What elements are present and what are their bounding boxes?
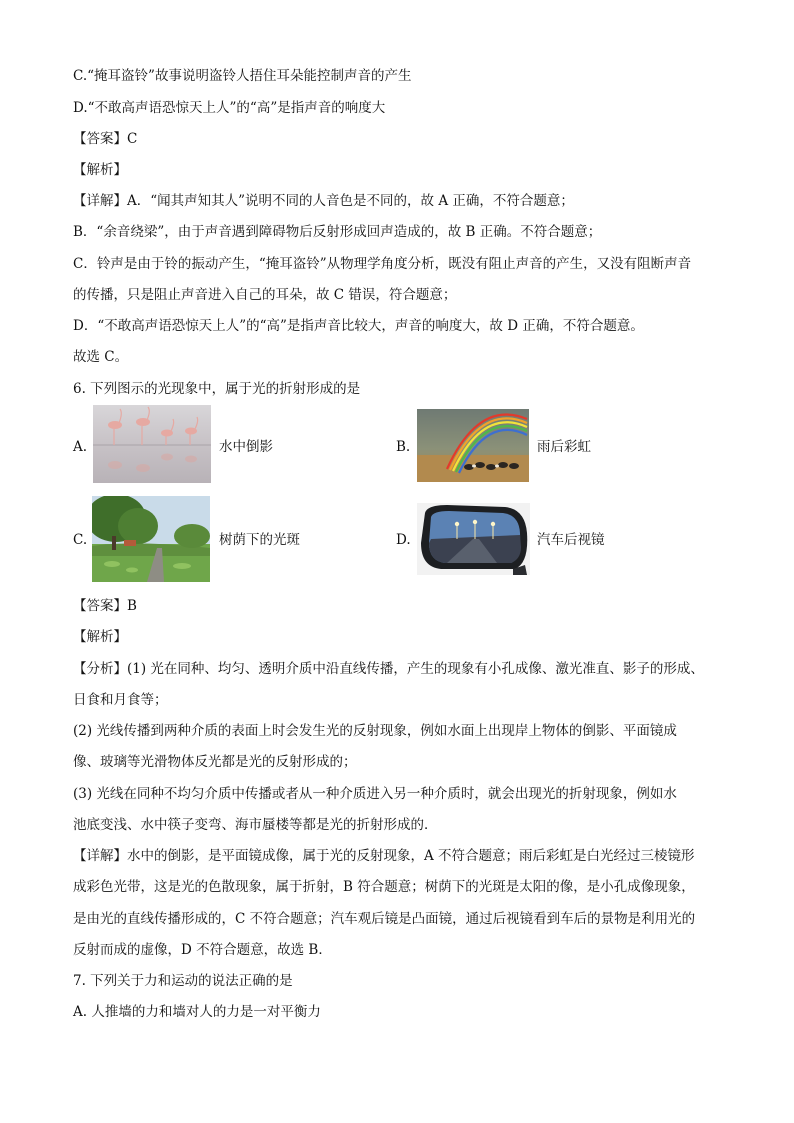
analysis-point-1a: 【分析】(1) 光在同种、均匀、透明介质中沿直线传播，产生的现象有小孔成像、激光准直、影子的形成、: [73, 661, 704, 677]
analysis-heading: 【解析】: [73, 162, 127, 178]
detail-line-c2: 的传播，只是阻止声音进入自己的耳朵，故 C 错误，符合题意；: [73, 287, 457, 303]
rainbow-image: [417, 409, 529, 482]
answer-label: 【答案】C: [73, 131, 138, 147]
analysis-point-2b: 像、玻璃等光滑物体反光都是光的反射形成的；: [73, 754, 357, 770]
detail-line-b: B．“余音绕梁”，由于声音遇到障碍物后反射形成回声造成的，故 B 正确。不符合题意；: [73, 224, 602, 240]
analysis-point-1b: 日食和月食等；: [73, 692, 168, 708]
detail-q6-line4: 反射而成的虚像，D 不符合题意，故选 B．: [73, 942, 332, 958]
detail-line-c1: C．铃声是由于铃的振动产生，“掩耳盗铃”从物理学角度分析，既没有阻止声音的产生，又没有阻断声音: [73, 256, 692, 272]
option-a-letter: A.: [73, 439, 88, 455]
analysis-point-2a: (2) 光线传播到两种介质的表面上时会发生光的反射现象，例如水面上出现岸上物体的倒影、平面镜成: [73, 723, 677, 739]
detail-q6-line1: 【详解】水中的倒影，是平面镜成像，属于光的反射现象，A 不符合题意；雨后彩虹是白光经过三棱镜形: [73, 848, 695, 864]
car-side-mirror-image: [417, 503, 530, 575]
question-7-stem: 7. 下列关于力和运动的说法正确的是: [73, 973, 293, 989]
option-d-caption: 汽车后视镜: [537, 532, 605, 548]
answer-label-q6: 【答案】B: [73, 598, 137, 614]
option-c-statement: C.“掩耳盗铃”故事说明盗铃人捂住耳朵能控制声音的产生: [73, 68, 412, 84]
option-d-statement: D.“不敢高声语恐惊天上人”的“高”是指声音的响度大: [73, 100, 386, 116]
question-6-stem: 6. 下列图示的光现象中，属于光的折射形成的是: [73, 381, 361, 397]
option-c-caption: 树荫下的光斑: [219, 532, 300, 548]
tree-shade-image: [92, 496, 210, 582]
option-b-letter: B.: [396, 439, 411, 455]
option-d-letter: D.: [396, 532, 411, 548]
analysis-point-3b: 池底变浅、水中筷子变弯、海市蜃楼等都是光的折射形成的．: [73, 817, 438, 833]
question-7-option-a: A. 人推墙的力和墙对人的力是一对平衡力: [73, 1004, 321, 1020]
analysis-heading-q6: 【解析】: [73, 629, 127, 645]
detail-q6-line2: 成彩色光带，这是光的色散现象，属于折射，B 符合题意；树荫下的光斑是太阳的像，是小孔成像现象，: [73, 879, 695, 895]
option-c-letter: C.: [73, 532, 88, 548]
conclusion-line: 故选 C。: [73, 349, 129, 365]
option-b-caption: 雨后彩虹: [537, 439, 591, 455]
analysis-point-3a: (3) 光线在同种不均匀介质中传播或者从一种介质进入另一种介质时，就会出现光的折射现象，例如水: [73, 786, 677, 802]
detail-line-d: D．“不敢高声语恐惊天上人”的“高”是指声音比较大，声音的响度大，故 D 正确，不符合题意。: [73, 318, 644, 334]
option-a-caption: 水中倒影: [219, 439, 273, 455]
detail-line-a: 【详解】A．“闻其声知其人”说明不同的人音色是不同的，故 A 正确，不符合题意；: [73, 193, 574, 209]
flamingo-reflection-image: [93, 405, 211, 483]
detail-q6-line3: 是由光的直线传播形成的，C 不符合题意；汽车观后镜是凸面镜，通过后视镜看到车后的景物是利用光的: [73, 911, 696, 927]
